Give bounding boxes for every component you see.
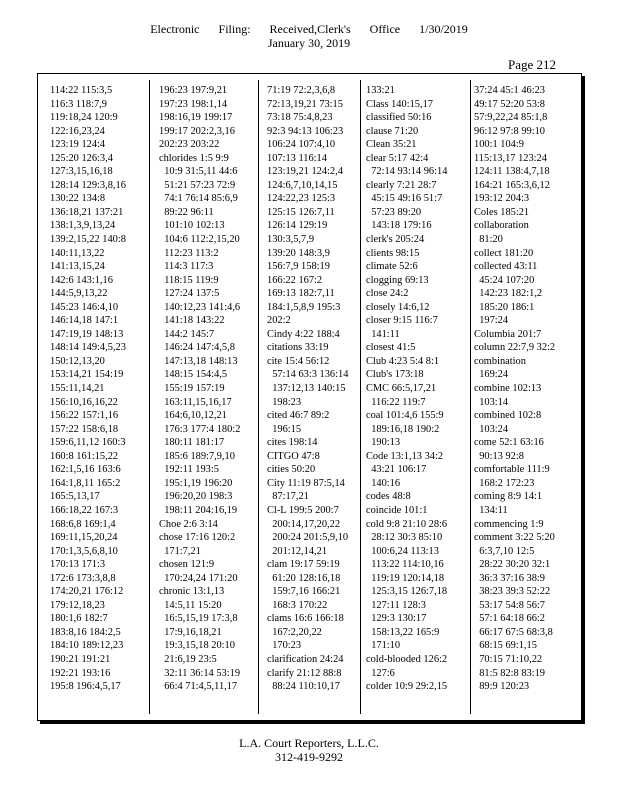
index-entry: 156:7,9 158:19 — [267, 261, 330, 273]
index-entry: 166:18,22 167:3 — [50, 504, 119, 516]
index-entry: 198:16,19 199:17 — [159, 112, 233, 124]
index-entry: 170:1,3,5,6,8,10 — [50, 545, 118, 557]
column-divider — [470, 80, 471, 714]
index-entry: climate 52:6 — [366, 261, 418, 273]
footer-phone: 312-419-9292 — [275, 750, 343, 764]
footer-company: L.A. Court Reporters, L.L.C. — [239, 736, 379, 750]
index-entry: 197:24 — [474, 315, 509, 327]
index-box — [37, 73, 582, 721]
index-entry: 184:10 189:12,23 — [50, 640, 124, 652]
index-entry: 193:12 204:3 — [474, 193, 530, 205]
index-entry: 101:10 102:13 — [159, 220, 225, 232]
index-entry: 184:1,5,8,9 195:3 — [267, 301, 341, 313]
index-entry: 180:11 181:17 — [159, 437, 225, 449]
index-entry: 81:20 — [474, 234, 503, 246]
index-entry: 104:6 112:2,15,20 — [159, 234, 240, 246]
index-entry: 200:14,17,20,22 — [267, 518, 341, 530]
index-entry: Code 13:1,13 34:2 — [366, 450, 444, 462]
index-entry: 45:15 49:16 51:7 — [366, 193, 443, 205]
index-entry: 37:24 45:1 46:23 — [474, 85, 546, 96]
index-entry: coal 101:4,6 155:9 — [366, 410, 444, 422]
index-entry: 115:13,17 123:24 — [474, 152, 547, 164]
index-entry: 68:15 69:1,15 — [474, 640, 537, 652]
index-entry: 156:10,16,16,22 — [50, 396, 118, 408]
index-entry: clearly 7:21 28:7 — [366, 179, 437, 191]
index-entry: 53:17 54:8 56:7 — [474, 599, 546, 611]
index-entry: 127:6 — [366, 667, 395, 679]
index-entry: clam 19:17 59:19 — [267, 559, 340, 571]
index-entry: 124:6,7,10,14,15 — [267, 179, 338, 191]
index-entry: 166:22 167:2 — [267, 274, 323, 286]
index-entry: City 11:19 87:5,14 — [267, 477, 345, 489]
index-entry: closer 9:15 116:7 — [366, 315, 438, 327]
index-entry: 147:13,18 148:13 — [159, 355, 238, 367]
index-entry: 122:16,23,24 — [50, 125, 105, 137]
index-entry: 116:22 119:7 — [366, 396, 426, 408]
index-entry: cites 198:14 — [267, 437, 318, 449]
index-entry: citations 33:19 — [267, 342, 329, 354]
index-entry: 130:3,5,7,9 — [267, 234, 315, 246]
index-entry: 89:22 96:11 — [159, 206, 214, 218]
index-entry: commencing 1:9 — [474, 518, 544, 530]
index-entry: collect 181:20 — [474, 247, 534, 259]
index-entry: 57:14 63:3 136:14 — [267, 369, 349, 381]
index-entry: 57:9,22,24 85:1,8 — [474, 112, 548, 124]
index-entry: 14:5,11 15:20 — [159, 599, 222, 611]
index-entry: 45:24 107:20 — [474, 274, 535, 286]
index-entry: 127:24 137:5 — [159, 288, 220, 300]
index-entry: codes 48:8 — [366, 491, 411, 503]
index-entry: clogging 69:13 — [366, 274, 429, 286]
index-entry: 72:13,19,21 73:15 — [267, 98, 343, 110]
index-entry: comment 3:22 5:20 — [474, 532, 555, 544]
index-entry: 134:11 — [474, 504, 508, 516]
index-entry: 146:14,18 147:1 — [50, 315, 119, 327]
filing-header — [0, 22, 618, 36]
index-entry: 140:11,13,22 — [50, 247, 105, 259]
index-entry: 28:22 30:20 32:1 — [474, 559, 551, 571]
index-column-1 — [50, 84, 126, 694]
index-entry: Cindy 4:22 188:4 — [267, 328, 340, 340]
index-entry: 125:15 126:7,11 — [267, 206, 335, 218]
index-entry: 70:15 71:10,22 — [474, 653, 543, 665]
index-entry: 144:5,9,13,22 — [50, 288, 108, 300]
index-entry: 66:17 67:5 68:3,8 — [474, 626, 553, 638]
index-entry: clause 71:20 — [366, 125, 419, 137]
index-entry: 150:12,13,20 — [50, 355, 105, 367]
index-entry: 169:11,15,20,24 — [50, 532, 118, 544]
index-entry: 92:3 94:13 106:23 — [267, 125, 344, 137]
index-entry: combination — [474, 355, 526, 367]
index-entry: 146:24 147:4,5,8 — [159, 342, 235, 354]
index-entry: 28:12 30:3 85:10 — [366, 532, 443, 544]
index-entry: 200:24 201:5,9,10 — [267, 532, 349, 544]
index-entry: 124:22,23 125:3 — [267, 193, 336, 205]
index-column-4 — [366, 84, 447, 694]
index-entry: combined 102:8 — [474, 410, 542, 422]
index-entry: 107:13 116:14 — [267, 152, 327, 164]
index-entry: 153:14,21 154:19 — [50, 369, 124, 381]
index-entry: 195:8 196:4,5,17 — [50, 681, 121, 693]
index-entry: 199:17 202:2,3,16 — [159, 125, 235, 137]
index-entry: 19:3,15,18 20:10 — [159, 640, 235, 652]
index-entry: coming 8:9 14:1 — [474, 491, 543, 503]
index-entry: 163:11,15,16,17 — [159, 396, 232, 408]
index-entry: CMC 66:5,17,21 — [366, 383, 437, 395]
index-entry: 106:24 107:4,10 — [267, 139, 336, 151]
index-entry: chose 17:16 120:2 — [159, 532, 236, 544]
index-entry: cold-blooded 126:2 — [366, 653, 448, 665]
index-entry: 49:17 52:20 53:8 — [474, 98, 546, 110]
index-entry: 139:2,15,22 140:8 — [50, 234, 126, 246]
index-entry: 141:18 143:22 — [159, 315, 225, 327]
index-entry: 103:14 — [474, 396, 509, 408]
index-entry: clear 5:17 42:4 — [366, 152, 429, 164]
index-entry: 113:22 114:10,16 — [366, 559, 444, 571]
index-entry: Club 4:23 5:4 8:1 — [366, 355, 440, 367]
index-entry: 162:1,5,16 163:6 — [50, 464, 121, 476]
index-entry: 190:13 — [366, 437, 401, 449]
index-entry: 17:9,16,18,21 — [159, 626, 222, 638]
index-entry: clients 98:15 — [366, 247, 420, 259]
index-entry: 32:11 36:14 53:19 — [159, 667, 241, 679]
index-entry: cold 9:8 21:10 28:6 — [366, 518, 448, 530]
index-entry: 127:11 128:3 — [366, 599, 426, 611]
index-entry: Choe 2:6 3:14 — [159, 518, 218, 530]
index-column-3 — [267, 84, 348, 694]
index-entry: 170:13 171:3 — [50, 559, 106, 571]
index-entry: chlorides 1:5 9:9 — [159, 152, 229, 164]
index-entry: 157:22 158:6,18 — [50, 423, 119, 435]
index-entry: Coles 185:21 — [474, 206, 530, 218]
index-entry: chosen 121:9 — [159, 559, 215, 571]
index-entry: 168:3 170:22 — [267, 599, 328, 611]
index-entry: clarify 21:12 88:8 — [267, 667, 342, 679]
index-entry: 90:13 92:8 — [474, 450, 524, 462]
index-entry: 164:6,10,12,21 — [159, 410, 227, 422]
column-divider — [149, 80, 150, 714]
index-entry: 196:20,20 198:3 — [159, 491, 233, 503]
index-entry: 183:8,16 184:2,5 — [50, 626, 121, 638]
index-entry: 61:20 128:16,18 — [267, 572, 341, 584]
index-entry: 72:14 93:14 96:14 — [366, 166, 448, 178]
index-entry: 159:6,11,12 160:3 — [50, 437, 126, 449]
index-entry: 164:21 165:3,6,12 — [474, 179, 550, 191]
index-entry: 103:24 — [474, 423, 509, 435]
index-entry: 127:3,15,16,18 — [50, 166, 113, 178]
index-entry: 57:1 64:18 66:2 — [474, 613, 546, 625]
index-entry: Clean 35:21 — [366, 139, 417, 151]
index-entry: collected 43:11 — [474, 261, 538, 273]
header-filing: Filing: — [218, 22, 251, 36]
index-entry: 201:12,14,21 — [267, 545, 328, 557]
index-entry: cities 50:20 — [267, 464, 316, 476]
index-entry: 142:23 182:1,2 — [474, 288, 543, 300]
index-entry: 171:10 — [366, 640, 401, 652]
index-entry: 179:12,18,23 — [50, 599, 105, 611]
index-entry: 114:22 115:3,5 — [50, 85, 113, 96]
index-entry: 10:9 31:5,11 44:6 — [159, 166, 238, 178]
column-divider — [360, 80, 361, 714]
index-entry: 89:9 120:23 — [474, 681, 530, 693]
index-entry: 136:18,21 137:21 — [50, 206, 124, 218]
index-entry: 125:3,15 126:7,18 — [366, 586, 448, 598]
index-entry: close 24:2 — [366, 288, 409, 300]
index-entry: 88:24 110:10,17 — [267, 681, 340, 693]
index-entry: CITGO 47:8 — [267, 450, 320, 462]
index-entry: 6:3,7,10 12:5 — [474, 545, 535, 557]
index-entry: 96:12 97:8 99:10 — [474, 125, 546, 137]
index-entry: 116:3 118:7,9 — [50, 98, 107, 110]
index-entry: 167:2,20,22 — [267, 626, 322, 638]
index-entry: 81:5 82:8 83:19 — [474, 667, 546, 679]
index-entry: 190:21 191:21 — [50, 653, 111, 665]
index-entry: 198:23 — [267, 396, 302, 408]
index-entry: 155:19 157:19 — [159, 383, 225, 395]
index-entry: 119:19 120:14,18 — [366, 572, 445, 584]
index-entry: 128:14 129:3,8,16 — [50, 179, 126, 191]
index-column-2 — [159, 84, 240, 694]
header-office: Office — [369, 22, 401, 36]
index-entry: 130:22 134:8 — [50, 193, 106, 205]
index-entry: 43:21 106:17 — [366, 464, 427, 476]
index-entry: Class 140:15,17 — [366, 98, 433, 110]
index-entry: 169:24 — [474, 369, 509, 381]
index-entry: 197:23 198:1,14 — [159, 98, 228, 110]
index-entry: 170:23 — [267, 640, 302, 652]
index-entry: 144:2 145:7 — [159, 328, 215, 340]
index-entry: 185:6 189:7,9,10 — [159, 450, 235, 462]
index-entry: 125:20 126:3,4 — [50, 152, 113, 164]
index-entry: 172:6 173:3,8,8 — [50, 572, 116, 584]
index-entry: 87:17,21 — [267, 491, 309, 503]
index-entry: 169:13 182:7,11 — [267, 288, 335, 300]
index-entry: 159:7,16 166:21 — [267, 586, 341, 598]
index-entry: 147:19,19 148:13 — [50, 328, 124, 340]
index-entry: 112:23 113:2 — [159, 247, 219, 259]
index-entry: 141:13,15,24 — [50, 261, 105, 273]
index-entry: 174:20,21 176:12 — [50, 586, 124, 598]
index-entry: 38:23 39:3 52:22 — [474, 586, 551, 598]
index-entry: 195:1,19 196:20 — [159, 477, 233, 489]
header-date-short: 1/30/2019 — [419, 22, 468, 36]
index-entry: classified 50:16 — [366, 112, 432, 124]
index-entry: 126:14 129:19 — [267, 220, 328, 232]
index-entry: 124:11 138:4,7,18 — [474, 166, 550, 178]
index-entry: 148:14 149:4,5,23 — [50, 342, 126, 354]
index-entry: 176:3 177:4 180:2 — [159, 423, 241, 435]
index-entry: 165:5,13,17 — [50, 491, 100, 503]
page-number: Page 212 — [507, 57, 556, 72]
index-entry: 137:12,13 140:15 — [267, 383, 346, 395]
index-entry: 160:8 161:15,22 — [50, 450, 119, 462]
index-entry: 155:11,14,21 — [50, 383, 105, 395]
index-entry: Columbia 201:7 — [474, 328, 542, 340]
index-entry: 170:24,24 171:20 — [159, 572, 238, 584]
index-entry: 164:1,8,11 165:2 — [50, 477, 121, 489]
index-entry: colder 10:9 29:2,15 — [366, 681, 448, 693]
index-entry: 74:1 76:14 85:6,9 — [159, 193, 238, 205]
index-column-5 — [474, 84, 555, 694]
index-entry: Cl-L 199:5 200:7 — [267, 504, 339, 516]
index-entry: 16:5,15,19 17:3,8 — [159, 613, 238, 625]
header-date-long: January 30, 2019 — [267, 36, 351, 50]
index-entry: 156:22 157:1,16 — [50, 410, 119, 422]
index-entry: closely 14:6,12 — [366, 301, 430, 313]
index-entry: 119:18,24 120:9 — [50, 112, 118, 124]
index-entry: 51:21 57:23 72:9 — [159, 179, 236, 191]
index-entry: come 52:1 63:16 — [474, 437, 544, 449]
index-entry: collaboration — [474, 220, 529, 232]
index-entry: combine 102:13 — [474, 383, 542, 395]
index-entry: 202:2 — [267, 315, 291, 327]
index-entry: 168:2 172:23 — [474, 477, 535, 489]
index-entry: clams 16:6 166:18 — [267, 613, 344, 625]
index-entry: 196:23 197:9,21 — [159, 85, 228, 96]
index-entry: 158:13,22 165:9 — [366, 626, 440, 638]
index-entry: clarification 24:24 — [267, 653, 344, 665]
index-entry: closest 41:5 — [366, 342, 416, 354]
index-entry: 57:23 89:20 — [366, 206, 422, 218]
header-electronic: Electronic — [150, 22, 200, 36]
index-entry: 185:20 186:1 — [474, 301, 535, 313]
index-entry: 202:23 203:22 — [159, 139, 220, 151]
index-entry: 145:23 146:4,10 — [50, 301, 119, 313]
index-entry: 133:21 — [366, 85, 395, 96]
index-entry: 142:6 143:1,16 — [50, 274, 113, 286]
index-entry: 123:19 124:4 — [50, 139, 106, 151]
index-entry: 129:3 130:17 — [366, 613, 427, 625]
index-entry: 66:4 71:4,5,11,17 — [159, 681, 238, 693]
index-entry: 138:1,3,9,13,24 — [50, 220, 116, 232]
index-entry: 139:20 148:3,9 — [267, 247, 330, 259]
index-entry: 192:21 193:16 — [50, 667, 111, 679]
index-entry: 140:12,23 141:4,6 — [159, 301, 241, 313]
index-entry: 189:16,18 190:2 — [366, 423, 440, 435]
index-entry: 118:15 119:9 — [159, 274, 219, 286]
header-received: Received,Clerk's — [269, 22, 351, 36]
index-entry: 73:18 75:4,8,23 — [267, 112, 333, 124]
index-entry: 71:19 72:2,3,6,8 — [267, 85, 336, 96]
index-entry: cited 46:7 89:2 — [267, 410, 330, 422]
index-entry: 143:18 179:16 — [366, 220, 432, 232]
index-entry: comfortable 111:9 — [474, 464, 550, 476]
index-entry: 141:11 — [366, 328, 400, 340]
index-entry: cite 15:4 56:12 — [267, 355, 330, 367]
index-entry: 148:15 154:4,5 — [159, 369, 228, 381]
index-entry: 21:6,19 23:5 — [159, 653, 217, 665]
index-entry: clerk's 205:24 — [366, 234, 425, 246]
index-entry: 198:11 204:16,19 — [159, 504, 238, 516]
index-entry: 123:19,21 124:2,4 — [267, 166, 343, 178]
index-entry: 100:6,24 113:13 — [366, 545, 439, 557]
index-entry: column 22:7,9 32:2 — [474, 342, 556, 354]
index-entry: chronic 13:1,13 — [159, 586, 225, 598]
index-entry: coincide 101:1 — [366, 504, 428, 516]
index-entry: 180:1,6 182:7 — [50, 613, 108, 625]
index-entry: 192:11 193:5 — [159, 464, 219, 476]
index-entry: 171:7,21 — [159, 545, 201, 557]
index-entry: 100:1 104:9 — [474, 139, 524, 151]
index-entry: 196:15 — [267, 423, 302, 435]
index-entry: Club's 173:18 — [366, 369, 424, 381]
index-entry: 114:3 117:3 — [159, 261, 214, 273]
column-divider — [258, 80, 259, 714]
index-entry: 36:3 37:16 38:9 — [474, 572, 546, 584]
index-entry: 140:16 — [366, 477, 401, 489]
index-entry: 168:6,8 169:1,4 — [50, 518, 116, 530]
